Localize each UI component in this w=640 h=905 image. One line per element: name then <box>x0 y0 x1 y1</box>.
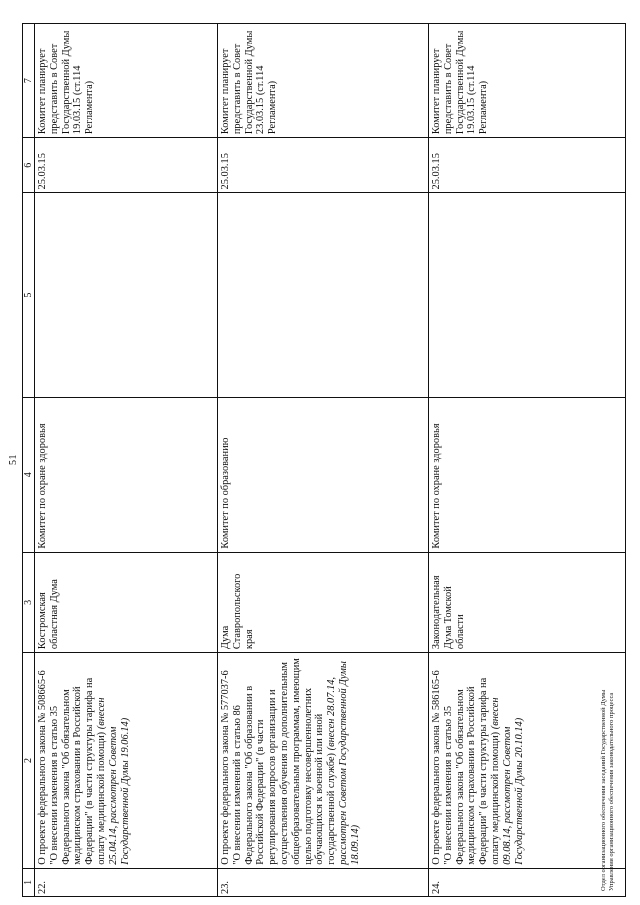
row-number: 24. <box>429 868 626 896</box>
table-row <box>429 24 626 897</box>
header-col-4: 4 <box>23 397 35 552</box>
bill-date: 25.03.15 <box>35 138 218 193</box>
page-footer <box>600 690 616 891</box>
bill-committee: Комитет по охране здоровья <box>429 397 626 552</box>
bill-committee: Комитет по образованию <box>218 397 429 552</box>
header-col-2: 2 <box>23 653 35 869</box>
header-col-3: 3 <box>23 552 35 653</box>
bill-status: Комитет планирует представить в Совет Государственной Думы 19.03.15 (ст.114 Регламента) <box>429 24 626 138</box>
bill-status: Комитет планирует представить в Совет Государственной Думы 19.03.15 (ст.114 Регламента) <box>35 24 218 138</box>
bill-title: О проекте федерального закона № 577037-6 <box>220 670 231 865</box>
bill-description <box>35 653 218 869</box>
bill-title: О проекте федерального закона № 586165-6 <box>431 670 442 865</box>
row-number: 22. <box>35 868 218 896</box>
bill-note: (внесен 09.08.14, рассмотрен Советом Государственной Думы 20.10.14) <box>489 697 525 865</box>
header-col-1: 1 <box>23 868 35 896</box>
page-number: 51 <box>8 454 19 465</box>
bill-body: "О внесении изменений в статью 86 Федерального закона "Об образовании в Российской Федерации" (в части регулирования вопросов организации и осуществления обучения по дополнительным общеобразовательным программам, имеющим целью подготовку несовершеннолетних обучающихся к военной или иной государственной службе) <box>231 658 338 865</box>
bill-body: "О внесении изменения в статью 35 Федерального закона "Об обязательном медицинском страховании в Российской Федерации" (в части структуры тарифа на оплату медицинской помощи) <box>48 677 107 865</box>
bill-status: Комитет планирует представить в Совет Государственной Думы 23.03.15 (ст.114 Регламента) <box>218 24 429 138</box>
bill-description <box>429 653 626 869</box>
bill-col5 <box>218 193 429 397</box>
bill-initiator: Дума Ставропольского края <box>218 552 429 653</box>
bills-table-container <box>22 23 624 897</box>
bill-date: 25.03.15 <box>429 138 626 193</box>
header-col-7: 7 <box>23 24 35 138</box>
bill-initiator: Костромская областная Дума <box>35 552 218 653</box>
table-header-row <box>23 24 35 897</box>
header-col-6: 6 <box>23 138 35 193</box>
row-number: 23. <box>218 868 429 896</box>
bill-col5 <box>429 193 626 397</box>
bill-description <box>218 653 429 869</box>
bill-note: (внесен 28.07.14, рассмотрен Советом Государственной Думы 18.09.14) <box>326 661 361 865</box>
header-col-5: 5 <box>23 193 35 397</box>
bill-committee: Комитет по охране здоровья <box>35 397 218 552</box>
footer-line-1: Отдел организационного обеспечения заседаний Государственной Думы <box>600 689 607 891</box>
bills-table <box>22 23 626 897</box>
footer-line-2: Управления организационного обеспечения законодательного процесса <box>608 692 615 891</box>
bill-date: 25.03.15 <box>218 138 429 193</box>
table-row <box>35 24 218 897</box>
bill-title: О проекте федерального закона № 508665-6 <box>37 670 48 865</box>
bill-body: "О внесении изменения в статью 35 Федерального закона "Об обязательном медицинском страховании в Российской Федерации" (в части структуры тарифа на оплату медицинской помощи) <box>442 677 501 865</box>
table-row <box>218 24 429 897</box>
bill-initiator: Законодательная Дума Томской области <box>429 552 626 653</box>
bill-col5 <box>35 193 218 397</box>
bill-note: (внесен 25.04.14, рассмотрен Советом Государственной Думы 19.06.14) <box>95 697 131 865</box>
